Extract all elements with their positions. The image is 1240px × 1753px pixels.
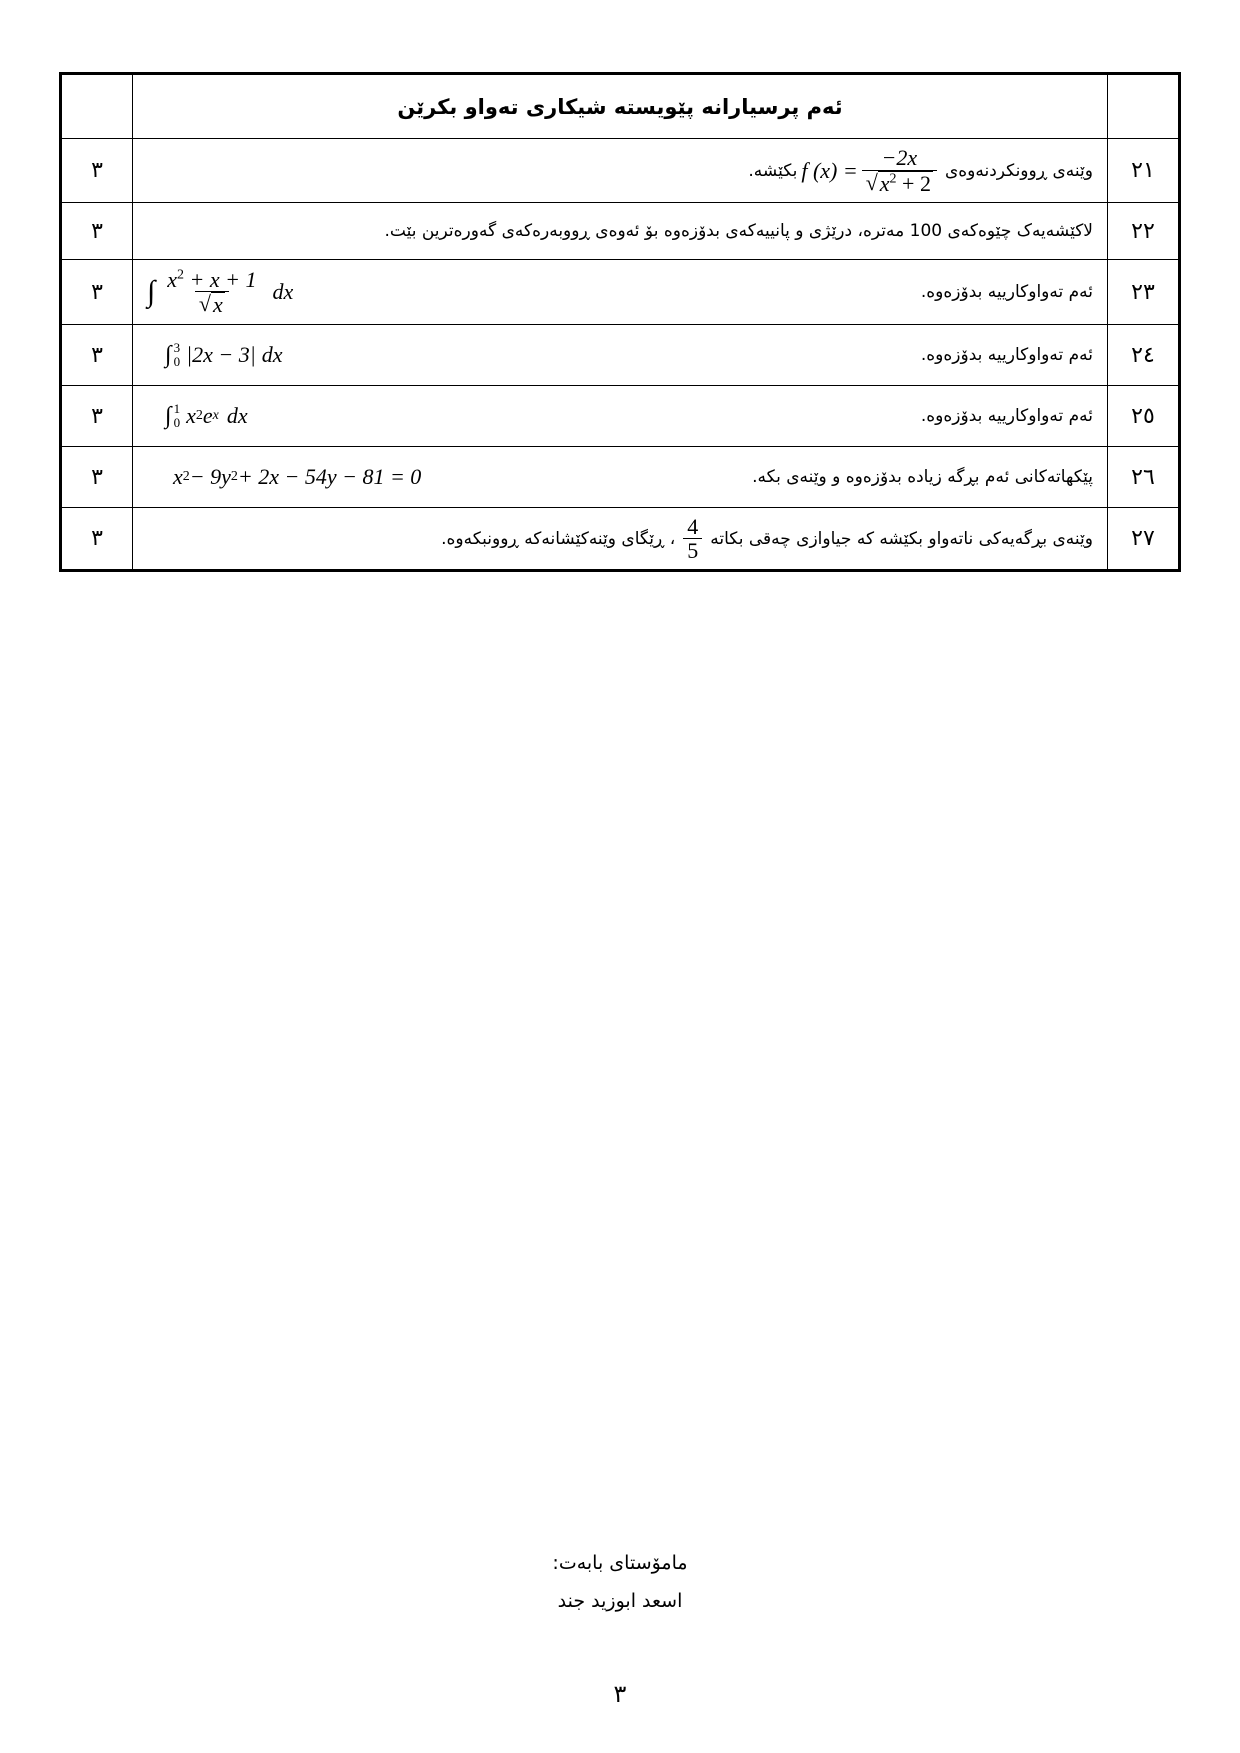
question-body [133,386,1108,447]
fraction-denominator: 5 [683,538,702,562]
signature-title: مامۆستای بابەت: [552,1552,688,1574]
lower-limit: 0 [173,354,181,369]
question-number: ٢٦ [1108,447,1180,508]
question-text-before: وێنەی بڕگەیەکی ناتەواو بکێشە کە جیاوازی چەقی بکاتە [710,528,1093,549]
table-row [61,447,1180,508]
question-text: پێکهاتەکانی ئەم بڕگە زیادە بدۆزەوە و وێنەی بکە. [752,467,1093,487]
differential: dx [272,279,294,304]
integral-sign: ∫ [147,275,156,308]
table-row [61,203,1180,260]
question-body [133,508,1108,571]
question-body [133,325,1108,386]
fraction-denominator: √ x [195,291,229,316]
integral-expression [147,268,293,316]
differential: dx [226,403,248,428]
function-expression [801,146,941,194]
function-lhs: f (x) = [801,157,858,183]
fraction [683,515,702,562]
equation: x 2 − 9y 2 + 2x − 54y − 81 = 0 [173,464,422,489]
header-points-cell [61,74,133,139]
upper-limit: 1 [173,400,181,416]
question-text [748,146,1093,194]
integral-limits [174,341,181,370]
question-number: ٢١ [1108,139,1180,203]
question-points: ٣ [61,203,133,260]
question-number: ٢٢ [1108,203,1180,260]
question-number: ٢٧ [1108,508,1180,571]
integral-limits [174,402,181,431]
fraction-numerator: 4 [687,513,699,539]
teacher-name: اسعد ابوزید جند [557,1590,683,1612]
integral-expression: ∫ 1 0 x 2 e x dx [165,400,248,430]
question-body [133,260,1108,325]
integrand: |2x − 3| [186,342,256,367]
question-text-after: بکێشە. [748,160,798,181]
question-text: ئەم تەواوکارییە بدۆزەوە. [920,406,1093,426]
question-points: ٣ [61,508,133,571]
section-title: ئەم پرسیارانە پێویستە شیکاری تەواو بکرێن [133,74,1108,139]
fraction [163,268,260,316]
table-row [61,508,1180,571]
fraction-numerator: $x^2 + x + 1$ [167,266,257,292]
table-row [61,386,1180,447]
question-points: ٣ [61,447,133,508]
differential: dx [261,342,283,367]
table-row [61,325,1180,386]
question-text: ئەم تەواوکارییە بدۆزەوە. [920,345,1093,365]
question-points: ٣ [61,325,133,386]
table-header-row [61,74,1180,139]
square-root: √ $x^2 + 2$ [865,169,931,196]
question-points: ٣ [61,386,133,447]
fraction-numerator: −2x [881,145,918,171]
question-body [133,139,1108,203]
questions-table [59,72,1181,572]
page-number: ٣ [613,1680,627,1708]
header-number-cell [1108,74,1180,139]
table-row [61,260,1180,325]
question-body [133,447,1108,508]
question-text [441,515,1093,562]
question-number: ٢٥ [1108,386,1180,447]
integral-expression [165,341,283,370]
fraction [862,146,937,194]
integral-sign: ∫ [165,342,172,368]
question-text: ئەم تەواوکارییە بدۆزەوە. [920,282,1093,302]
table-row [61,139,1180,203]
question-text-before: وێنەی ڕوونکردنەوەی [944,160,1093,181]
lower-limit: 0 [173,415,181,430]
question-number: ٢٣ [1108,260,1180,325]
question-points: ٣ [61,260,133,325]
integral-sign: ∫ [165,403,172,429]
upper-limit: 3 [173,339,181,355]
question-points: ٣ [61,139,133,203]
fraction-denominator [862,170,937,195]
question-number: ٢٤ [1108,325,1180,386]
question-body [133,203,1108,260]
fraction-expression [679,515,706,562]
question-text-after: ، ڕێگای وێنەکێشانەکە ڕوونبکەوە. [441,528,676,549]
question-text: لاکێشەیەک چێوەکەی 100 مەترە، درێژی و پانییەکەی بدۆزەوە بۆ ئەوەی ڕووبەرەکەی گەورەترین بێت. [384,221,1093,241]
